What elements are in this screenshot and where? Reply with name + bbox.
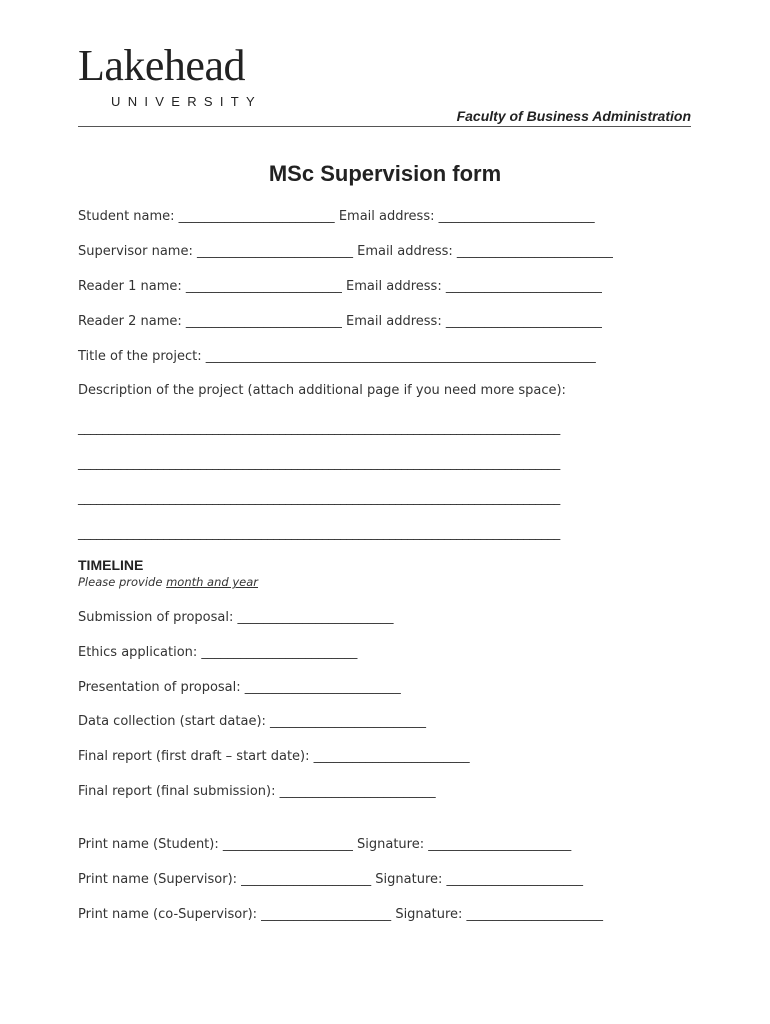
timeline-note-emphasis: month and year <box>166 575 259 589</box>
student-signature-field[interactable]: Print name (Student): ____________________ Signature: ______________________ <box>78 837 572 852</box>
timeline-note-prefix: Please provide <box>78 575 167 589</box>
timeline-note <box>78 577 258 589</box>
description-line[interactable]: _______________________________________________________________________________ <box>78 421 560 436</box>
description-line[interactable]: _______________________________________________________________________________ <box>78 456 560 471</box>
timeline-heading: TIMELINE <box>78 557 144 573</box>
faculty-name: Faculty of Business Administration <box>456 108 691 124</box>
student-name-email-field[interactable]: Student name: ________________________ Email address: ________________________ <box>78 209 595 224</box>
form-title: MSc Supervision form <box>268 161 502 186</box>
project-title-field[interactable]: Title of the project: ____________________________________________________________ <box>78 349 596 364</box>
submission-of-proposal-field[interactable]: Submission of proposal: ________________________ <box>78 610 394 625</box>
supervisor-signature-field[interactable]: Print name (Supervisor): ____________________ Signature: _____________________ <box>78 872 584 887</box>
description-line[interactable]: _______________________________________________________________________________ <box>78 526 560 541</box>
supervisor-name-email-field[interactable]: Supervisor name: ________________________ Email address: ________________________ <box>78 244 613 259</box>
data-collection-field[interactable]: Data collection (start datae): ________________________ <box>78 714 427 729</box>
reader2-name-email-field[interactable]: Reader 2 name: ________________________ Email address: ________________________ <box>78 314 602 329</box>
university-logo-subtitle: UNIVERSITY <box>111 94 263 109</box>
header-divider <box>78 126 691 127</box>
presentation-of-proposal-field[interactable]: Presentation of proposal: ________________________ <box>78 680 401 695</box>
final-report-final-submission-field[interactable]: Final report (final submission): ________________________ <box>78 784 436 799</box>
description-line[interactable]: _______________________________________________________________________________ <box>78 491 560 506</box>
ethics-application-field[interactable]: Ethics application: ________________________ <box>78 645 358 660</box>
reader1-name-email-field[interactable]: Reader 1 name: ________________________ Email address: ________________________ <box>78 279 602 294</box>
final-report-first-draft-field[interactable]: Final report (first draft – start date): ________________________ <box>78 749 470 764</box>
co-supervisor-signature-field[interactable]: Print name (co-Supervisor): ____________________ Signature: _____________________ <box>78 907 604 922</box>
university-logo-wordmark: Lakehead <box>78 41 245 90</box>
description-prompt: Description of the project (attach additional page if you need more space): <box>78 383 566 398</box>
